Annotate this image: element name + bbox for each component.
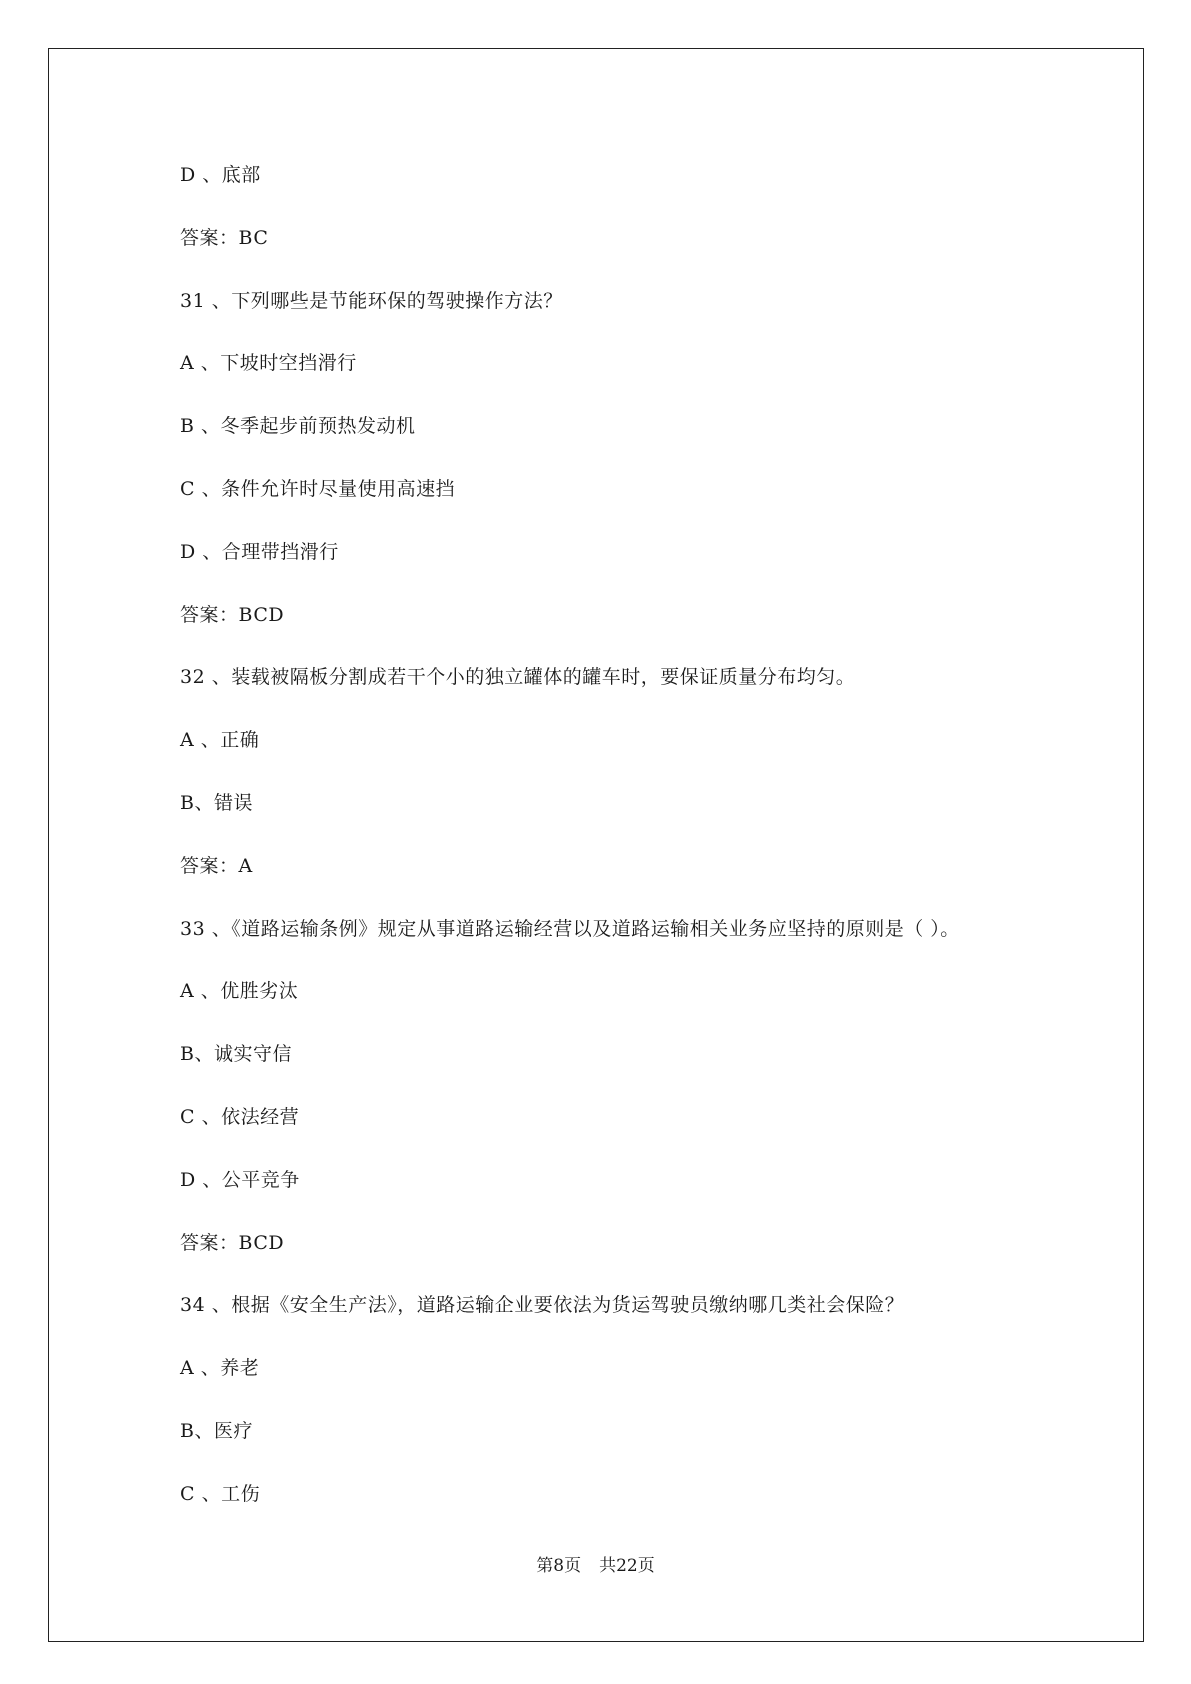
option-31-d: D 、合理带挡滑行 — [180, 541, 339, 563]
question-33: 33 、《道路运输条例》规定从事道路运输经营以及道路运输相关业务应坚持的原则是（ ）。 — [180, 918, 960, 940]
option-31-c: C 、条件允许时尽量使用高速挡 — [180, 478, 456, 500]
option-30-d: D 、底部 — [180, 164, 261, 186]
page-number: 第8页 — [536, 1556, 582, 1576]
option-34-b: B、医疗 — [180, 1420, 253, 1442]
option-34-c: C 、工伤 — [180, 1483, 261, 1505]
answer-31: 答案：BCD — [180, 604, 285, 626]
option-32-a: A 、正确 — [180, 729, 260, 751]
option-33-c: C 、依法经营 — [180, 1106, 300, 1128]
answer-33: 答案：BCD — [180, 1232, 285, 1254]
page-total: 共22页 — [599, 1556, 655, 1576]
question-31: 31 、下列哪些是节能环保的驾驶操作方法？ — [180, 290, 563, 312]
option-33-a: A 、优胜劣汰 — [180, 980, 299, 1002]
question-32: 32 、装载被隔板分割成若干个小的独立罐体的罐车时，要保证质量分布均匀。 — [180, 666, 856, 688]
answer-30: 答案：BC — [180, 227, 269, 249]
option-33-d: D 、公平竞争 — [180, 1169, 300, 1191]
page-footer — [0, 1555, 1191, 1577]
answer-32: 答案：A — [180, 855, 253, 877]
option-34-a: A 、养老 — [180, 1357, 260, 1379]
page-border — [48, 48, 1144, 1642]
option-32-b: B、错误 — [180, 792, 253, 814]
option-31-b: B 、冬季起步前预热发动机 — [180, 415, 416, 437]
option-33-b: B、诚实守信 — [180, 1043, 292, 1065]
option-31-a: A 、下坡时空挡滑行 — [180, 352, 357, 374]
question-34: 34 、根据《安全生产法》，道路运输企业要依法为货运驾驶员缴纳哪几类社会保险？ — [180, 1294, 905, 1316]
